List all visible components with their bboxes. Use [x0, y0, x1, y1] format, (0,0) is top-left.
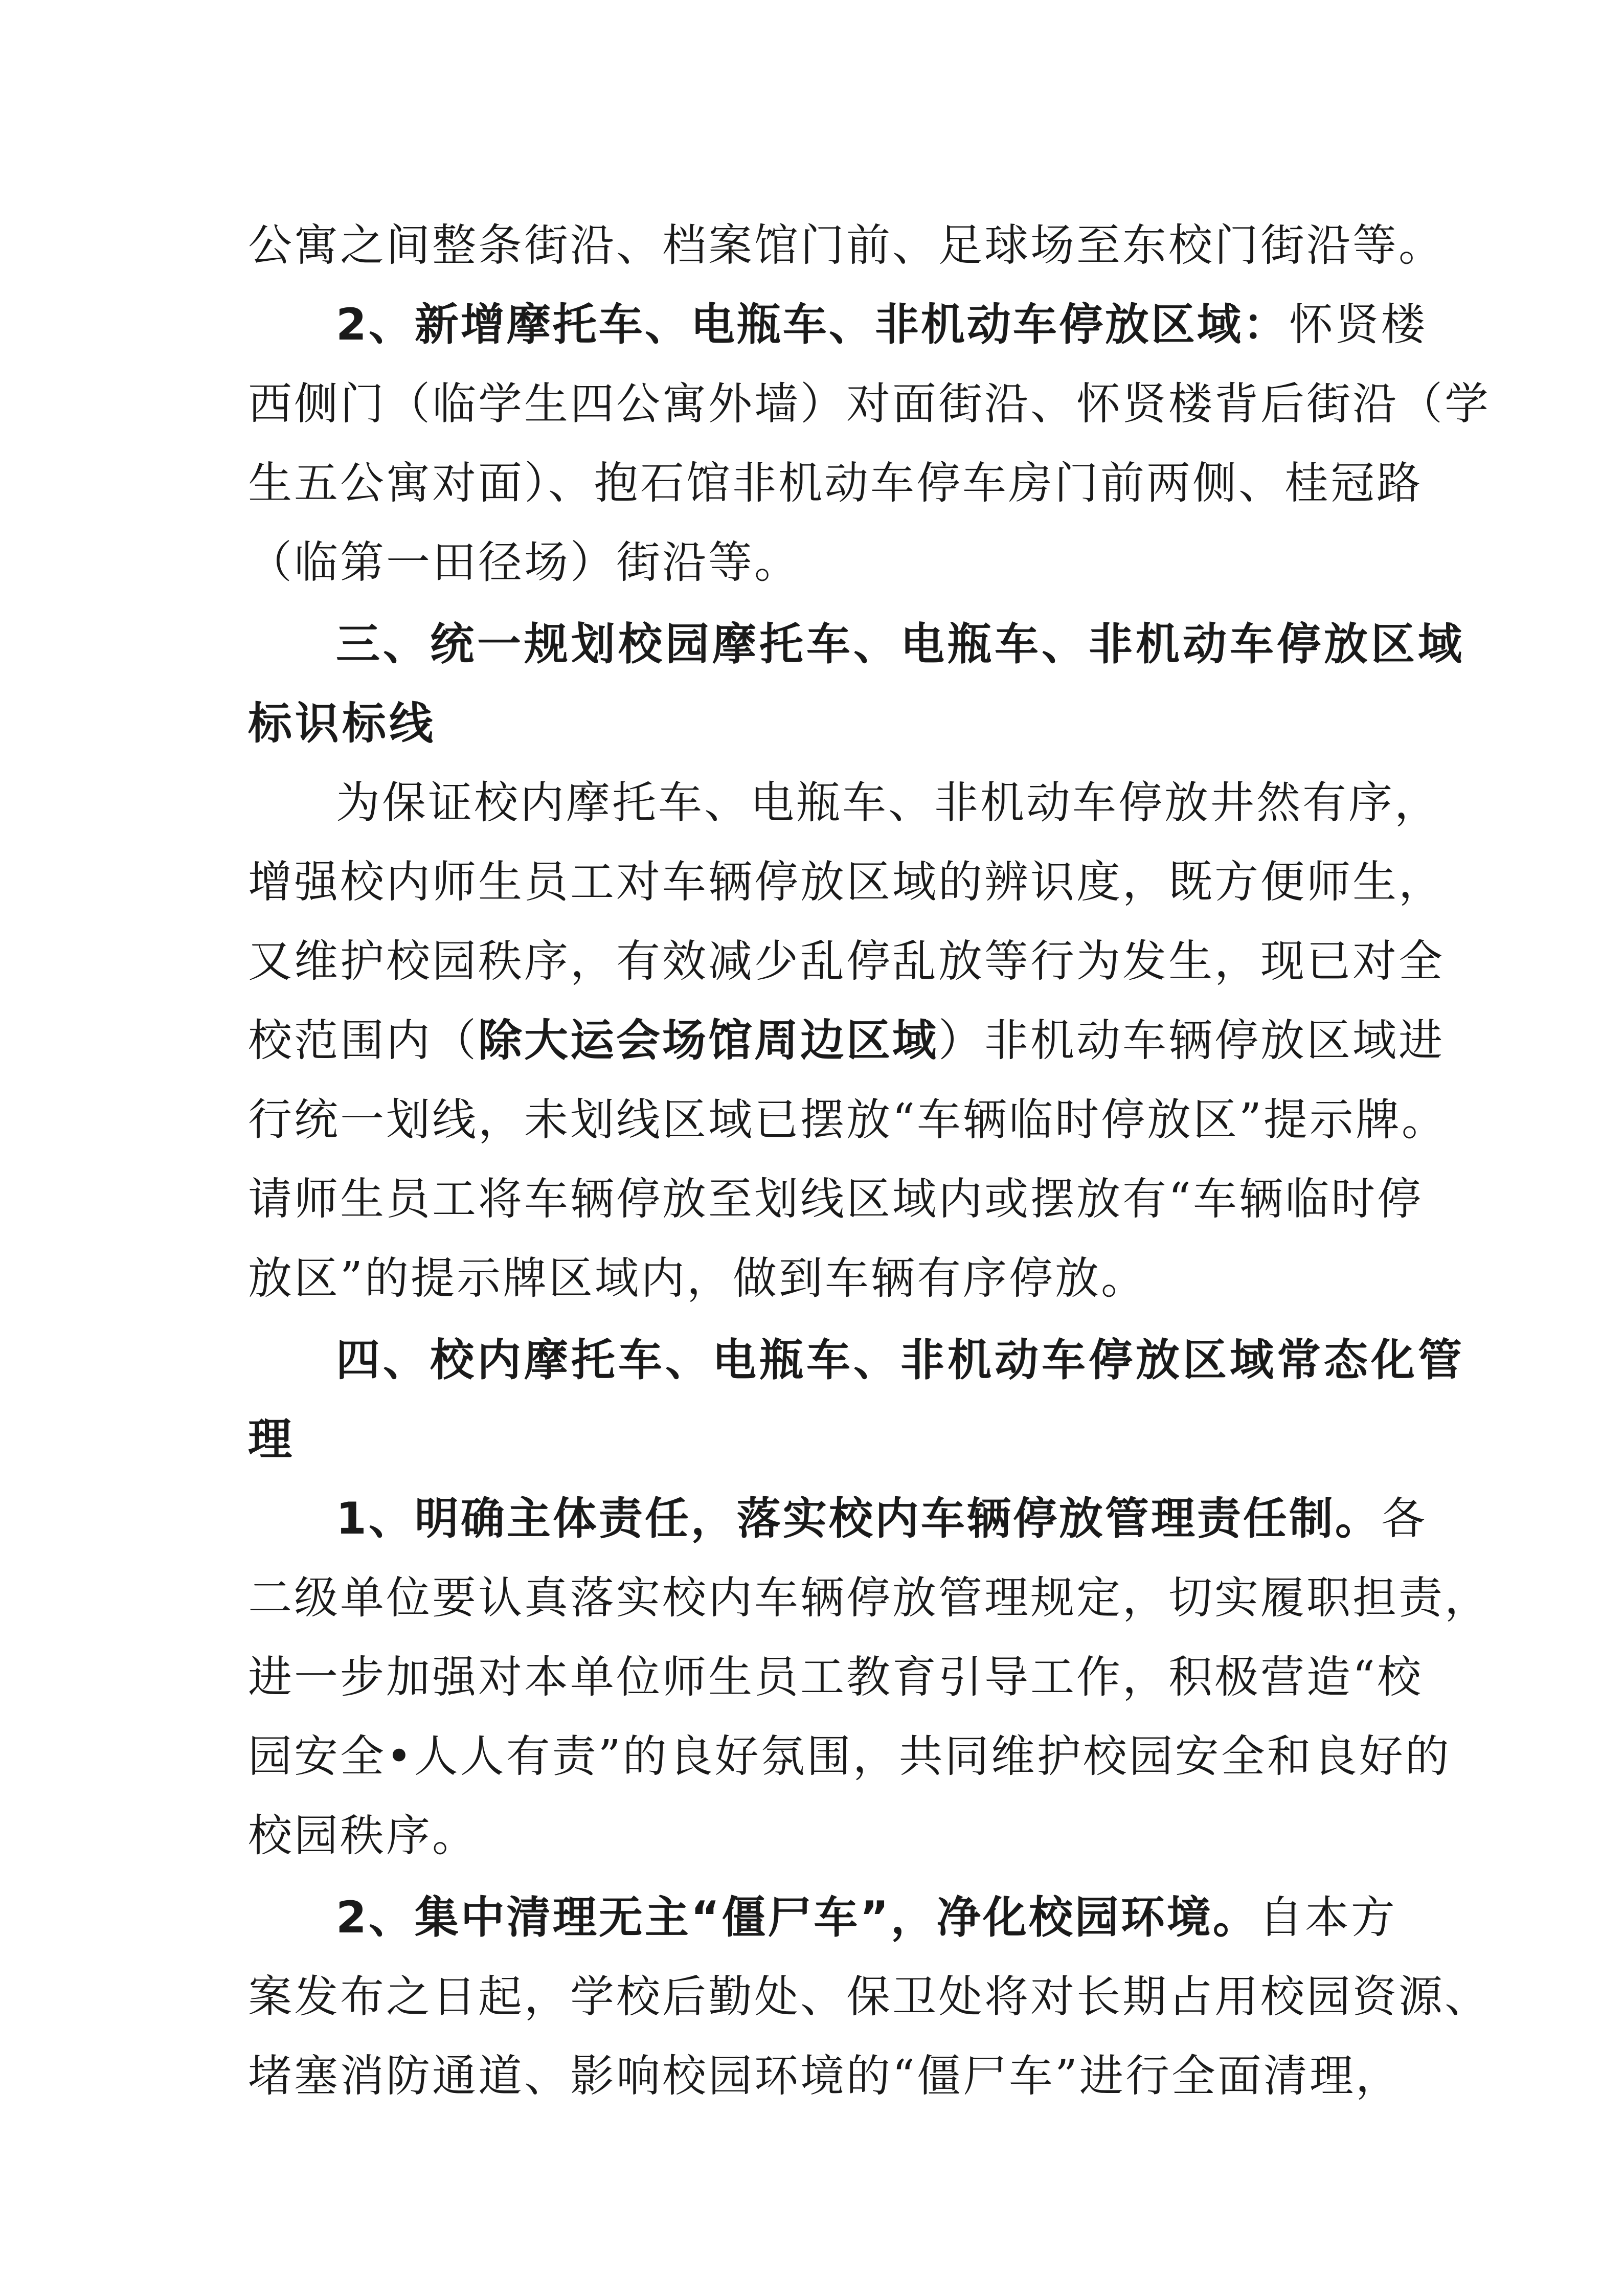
section-3-bold-phrase: 除大运会场馆周边区域 [478, 1015, 938, 1066]
section-4-item-2-line-3: 堵塞消防通道、影响校园环境的“僵尸车”进行全面清理， [248, 2051, 1402, 2102]
section-4-item-1-line-1 [336, 1493, 1427, 1544]
section-4-item-2-line-2: 案发布之日起，学校后勤处、保卫处将对长期占用校园资源、 [248, 1971, 1491, 2022]
section-4-item-2-line-1 [336, 1892, 1397, 1943]
section-3-text: ）非机动车辆停放区域进 [938, 1015, 1445, 1066]
item-2-text: 怀贤楼 [1289, 299, 1427, 350]
item-2-line-3: 生五公寓对面）、抱石馆非机动车停车房门前两侧、桂冠路 [248, 458, 1423, 509]
item-2-line-2: 西侧门（临学生四公寓外墙）对面街沿、怀贤楼背后街沿（学 [248, 378, 1491, 430]
section-3-paragraph-line-3: 又维护校园秩序，有效减少乱停乱放等行为发生，现已对全 [248, 936, 1445, 987]
section-4-item-2-text: 自本方 [1258, 1892, 1397, 1943]
section-3-paragraph-line-1: 为保证校内摩托车、电瓶车、非机动车停放井然有序， [336, 777, 1440, 828]
section-3-paragraph-line-6: 请师生员工将车辆停放至划线区域内或摆放有“车辆临时停 [248, 1174, 1423, 1225]
section-4-item-1-line-4: 园安全•人人有责”的良好氛围，共同维护校园安全和良好的 [248, 1731, 1451, 1782]
section-4-item-1-line-2: 二级单位要认真落实校内车辆停放管理规定，切实履职担责， [248, 1572, 1491, 1624]
section-3-heading-line-1: 三、统一规划校园摩托车、电瓶车、非机动车停放区域 [336, 619, 1465, 670]
section-4-item-1-bold-lead: 1、明确主体责任，落实校内车辆停放管理责任制。 [336, 1493, 1381, 1544]
section-3-paragraph-line-2: 增强校内师生员工对车辆停放区域的辨识度，既方便师生， [248, 857, 1445, 908]
item-2-bold-lead: 2、新增摩托车、电瓶车、非机动车停放区域： [336, 299, 1289, 350]
item-2-line-1 [336, 299, 1427, 350]
section-4-item-2-bold-lead: 2、集中清理无主“僵尸车”，净化校园环境。 [336, 1892, 1259, 1943]
section-3-paragraph-line-5: 行统一划线，未划线区域已摆放“车辆临时停放区”提示牌。 [248, 1094, 1448, 1145]
section-3-heading-line-2: 标识标线 [248, 698, 436, 749]
section-3-text: 校范围内（ [248, 1015, 478, 1066]
section-3-paragraph-line-7: 放区”的提示牌区域内，做到车辆有序停放。 [248, 1253, 1147, 1304]
section-4-heading-line-2: 理 [248, 1414, 295, 1465]
paragraph-line: 公寓之间整条街沿、档案馆门前、足球场至东校门街沿等。 [248, 220, 1445, 271]
section-4-item-1-line-3: 进一步加强对本单位师生员工教育引导工作，积极营造“校 [248, 1652, 1423, 1703]
section-4-heading-line-1: 四、校内摩托车、电瓶车、非机动车停放区域常态化管 [336, 1335, 1465, 1386]
section-4-item-1-text: 各 [1381, 1493, 1427, 1544]
item-2-line-4: （临第一田径场）街沿等。 [248, 537, 800, 588]
section-3-paragraph-line-4 [248, 1015, 1445, 1066]
section-4-item-1-line-5: 校园秩序。 [248, 1810, 478, 1861]
